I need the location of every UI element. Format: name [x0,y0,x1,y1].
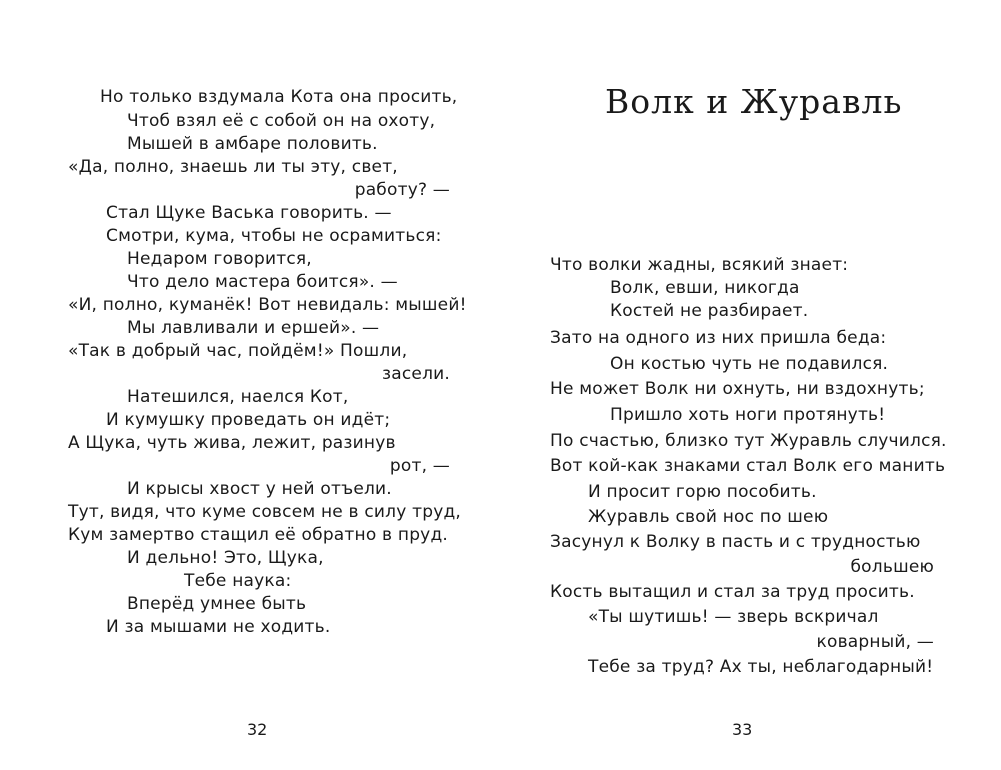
poem-line: большею [850,557,934,577]
page-number-left: 32 [247,720,268,739]
left-page [0,0,500,770]
poem-line: Что дело мастера боится». — [127,272,398,292]
poem-line: Недаром говорится, [127,249,312,269]
poem-line: А Щука, чуть жива, лежит, разинув [68,433,396,453]
poem-line: засели. [382,364,450,384]
poem-line: Зато на одного из них пришла беда: [550,328,887,348]
poem-line: И за мышами не ходить. [106,617,331,637]
poem-line: «И, полно, куманёк! Вот невидаль: мышей! [68,295,467,315]
poem-line: Костей не разбирает. [610,301,809,321]
page-number-right: 33 [732,720,753,739]
poem-line: рот, — [389,456,450,476]
poem-line: Тебе за труд? Ах ты, неблагодарный! [588,657,934,677]
poem-line: Вперёд умнее быть [127,594,307,614]
poem-title: Волк и Журавль [605,82,903,121]
poem-line: Засунул к Волку в пасть и с трудностью [550,532,921,552]
poem-line: Тут, видя, что куме совсем не в силу труд, [68,502,462,522]
poem-line: Кость вытащил и стал за труд просить. [550,582,915,602]
poem-line: Мы лавливали и ершей». — [127,318,380,338]
poem-line: Что волки жадны, всякий знает: [550,255,849,275]
poem-line: И кумушку проведать он идёт; [106,410,391,430]
poem-line: Не может Волк ни охнуть, ни вздохнуть; [550,379,925,399]
poem-line: По счастью, близко тут Журавль случился. [550,431,947,451]
poem-line: Чтоб взял её с собой он на охоту, [127,111,436,131]
right-page [500,0,1001,770]
poem-line: Он костью чуть не подавился. [610,354,889,374]
poem-line: «Ты шутишь! — зверь вскричал [588,607,879,627]
poem-line: Но только вздумала Кота она просить, [100,87,458,107]
poem-line: И просит горю пособить. [588,482,817,502]
poem-line: «Да, полно, знаешь ли ты эту, свет, [68,157,398,177]
poem-line: Кум замертво стащил её обратно в пруд. [68,525,448,545]
poem-line: Натешился, наелся Кот, [127,387,349,407]
poem-line: И дельно! Это, Щука, [127,548,324,568]
poem-line: Пришло хоть ноги протянуть! [610,405,886,425]
poem-line: Стал Щуке Васька говорить. — [106,203,392,223]
poem-line: Смотри, кума, чтобы не осрамиться: [106,226,442,246]
poem-line: И крысы хвост у ней отъели. [127,479,392,499]
poem-line: «Так в добрый час, пойдём!» Пошли, [68,341,408,361]
poem-line: коварный, — [816,632,934,652]
poem-line: Мышей в амбаре половить. [127,134,378,154]
poem-line: Вот кой-как знаками стал Волк его манить [550,456,946,476]
poem-line: работу? — [354,180,450,200]
poem-line: Тебе наука: [184,571,292,591]
poem-line: Волк, евши, никогда [610,278,800,298]
poem-line: Журавль свой нос по шею [588,507,829,527]
